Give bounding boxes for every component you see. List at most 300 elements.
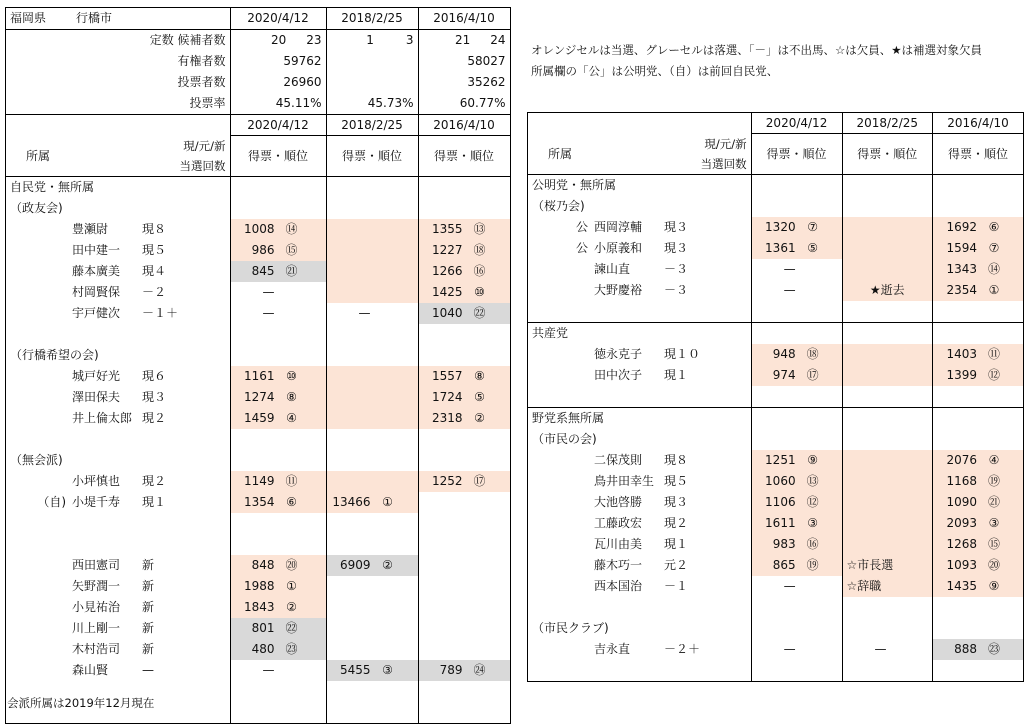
group-row: [6, 450, 511, 471]
rank-mark: ⑳: [285, 557, 298, 572]
candidate-row: [6, 576, 511, 597]
result-cell: [751, 217, 842, 238]
vote-count: 1724: [431, 389, 463, 404]
result-cell: [842, 450, 932, 471]
candidate-row: [6, 555, 511, 576]
stats-value: [418, 30, 510, 52]
candidate-name: 諫山直: [594, 261, 631, 276]
vote-count: 2093: [946, 515, 978, 530]
result-cell: [933, 492, 1024, 513]
candidate-name-cell: [528, 217, 659, 238]
stats-date-2020: 2020/4/12: [230, 8, 326, 30]
result-cell: [326, 303, 418, 324]
city-label: 行橋市: [76, 11, 113, 25]
rank-mark: ①: [286, 578, 297, 593]
history-header-line2: 当選回数: [700, 156, 747, 171]
rank-mark: ⑭: [988, 261, 1001, 276]
result-cell: [326, 471, 418, 492]
rank-mark: ⑭: [285, 221, 298, 236]
result-cell: [418, 282, 510, 303]
candidate-row: [6, 303, 511, 324]
result-cell: [418, 303, 510, 324]
candidate-name: 吉永直: [594, 641, 631, 656]
group-row: [528, 174, 1024, 196]
candidate-row: [528, 576, 1024, 597]
candidate-row: [6, 597, 511, 618]
group-label: （政友会): [10, 200, 63, 215]
result-cell: [230, 240, 326, 261]
candidate-history: 現２: [142, 473, 167, 488]
result-cell: [418, 240, 510, 261]
rank-mark: ③: [988, 515, 1000, 530]
header-date: 2018/2/25: [842, 113, 932, 134]
candidate-name-cell: [6, 639, 137, 660]
candidate-name: 西岡淳輔: [594, 219, 643, 234]
footnote: 会派所属は2019年12月現在: [7, 696, 155, 710]
stats-value: 60.77%: [418, 93, 510, 115]
rank-mark: ④: [286, 410, 297, 425]
group-row: [528, 322, 1024, 344]
result-cell: [418, 492, 510, 513]
result-cell: [326, 576, 418, 597]
candidate-history: 現１０: [664, 346, 701, 361]
result-cell: [326, 639, 418, 660]
rank-mark: ⑳: [988, 557, 1001, 572]
result-cell: [326, 366, 418, 387]
rank-mark: ④: [988, 452, 1000, 467]
candidate-name: 西本国治: [594, 578, 643, 593]
result-cell: [326, 660, 418, 681]
rank-mark: ②: [474, 410, 485, 425]
stats-value: [326, 72, 418, 93]
stats-label: 投票者数: [177, 75, 226, 89]
history-header-line1: 現/元/新: [704, 136, 747, 151]
result-cell: [842, 639, 932, 660]
vote-count: 948: [772, 346, 796, 361]
candidate-name: 藤木巧一: [594, 557, 643, 572]
candidate-name-cell: [528, 238, 659, 259]
stats-value: [230, 30, 326, 52]
party-header: 所属: [528, 134, 659, 175]
rank-mark: ⑯: [806, 536, 819, 551]
result-cell: [418, 618, 510, 639]
header-labels-row: [528, 134, 1024, 175]
header-date: 2016/4/10: [418, 115, 510, 136]
candidate-row: [528, 471, 1024, 492]
vote-count: 2318: [431, 410, 463, 425]
result-cell: [933, 639, 1024, 660]
result-cell: [326, 387, 418, 408]
blank-row: [6, 534, 511, 555]
result-cell: [326, 492, 418, 513]
candidate-row: [6, 618, 511, 639]
result-cell: [842, 217, 932, 238]
result-cell: [418, 408, 510, 429]
candidate-name-cell: [528, 534, 659, 555]
candidate-row: [528, 238, 1024, 259]
result-cell: [230, 303, 326, 324]
candidate-name: 徳永克子: [594, 346, 643, 361]
candidate-row: [528, 259, 1024, 280]
vote-count: 1149: [243, 473, 275, 488]
result-cell: [326, 261, 418, 282]
candidate-name-cell: [6, 492, 137, 513]
vote-count: 6909: [339, 557, 371, 572]
candidate-name-cell: [6, 408, 137, 429]
blank-row: [6, 429, 511, 450]
group-label: （市民の会): [532, 431, 597, 446]
not-running-mark: —: [783, 578, 796, 593]
vote-count: 1403: [946, 346, 978, 361]
history-header-line2: 当選回数: [179, 158, 226, 173]
candidate-history: 現５: [664, 473, 689, 488]
rank-mark: ⑰: [806, 367, 819, 382]
stats-label: 投票率: [6, 93, 231, 115]
candidate-name-cell: [6, 366, 137, 387]
result-cell: [842, 344, 932, 365]
rank-mark: ②: [286, 599, 297, 614]
result-cell: [230, 639, 326, 660]
candidate-name-cell: [528, 471, 659, 492]
candidate-name-cell: [6, 303, 137, 324]
vote-count: 1692: [946, 219, 978, 234]
vote-count: 1354: [243, 494, 275, 509]
result-cell: [751, 576, 842, 597]
vote-count: 1425: [431, 284, 463, 299]
stats-value: 45.11%: [230, 93, 326, 115]
candidate-row: [6, 282, 511, 303]
candidate-history: 現３: [664, 219, 689, 234]
group-row: [528, 407, 1024, 429]
result-cell: [842, 259, 932, 280]
result-cell: [842, 513, 932, 534]
group-row: [6, 198, 511, 219]
candidate-row: [528, 492, 1024, 513]
candidate-name-cell: [528, 450, 659, 471]
vote-count: 1435: [946, 578, 978, 593]
vote-count: 1040: [431, 305, 463, 320]
rank-mark: ⑮: [988, 536, 1001, 551]
stats-value: [326, 51, 418, 72]
rank-mark: ②: [382, 557, 393, 572]
rank-mark: ㉔: [473, 662, 486, 677]
vote-count: 1090: [946, 494, 978, 509]
result-cell: [933, 238, 1024, 259]
group-label: （行橋希望の会): [10, 347, 99, 362]
candidate-row: [528, 344, 1024, 365]
rank-mark: ⑤: [807, 240, 818, 255]
result-cell: [751, 471, 842, 492]
candidate-name: 田中建一: [72, 242, 121, 257]
candidate-name-cell: [6, 660, 137, 681]
rank-mark: ①: [382, 494, 393, 509]
result-cell: [326, 240, 418, 261]
candidate-history: 元２: [664, 557, 689, 572]
candidate-history: 新: [142, 599, 155, 614]
candidate-history: 現５: [142, 242, 167, 257]
candidate-history: 現４: [142, 263, 167, 278]
result-cell: [842, 576, 932, 597]
result-cell: [933, 534, 1024, 555]
right-results-table: [527, 112, 1024, 682]
group-label: （市民クラブ): [532, 620, 609, 635]
result-cell: [230, 408, 326, 429]
rank-mark: ③: [382, 662, 393, 677]
candidate-row: [6, 261, 511, 282]
header-date: 2016/4/10: [933, 113, 1024, 134]
rank-mark: ⑪: [988, 346, 1001, 361]
rank-mark: ⑲: [806, 557, 819, 572]
result-cell: [933, 259, 1024, 280]
candidate-history: —: [142, 662, 155, 677]
group-label: （桜乃会): [532, 198, 585, 213]
not-running-mark: —: [783, 282, 796, 297]
seats-value: 21: [454, 33, 471, 47]
result-cell: [418, 471, 510, 492]
result-cell: [230, 366, 326, 387]
rank-mark: ⑪: [285, 473, 298, 488]
votes-rank-header: 得票・順位: [933, 134, 1024, 175]
result-cell: [751, 344, 842, 365]
stats-row: [6, 93, 511, 115]
result-cell: [842, 471, 932, 492]
candidate-name-cell: [528, 555, 659, 576]
header-date: 2018/2/25: [326, 115, 418, 136]
vote-count: 974: [772, 367, 796, 382]
stats-row: [6, 30, 511, 52]
result-cell: [751, 639, 842, 660]
candidate-row: [528, 450, 1024, 471]
vote-count: 1459: [243, 410, 275, 425]
result-cell: [326, 555, 418, 576]
votes-rank-header: 得票・順位: [230, 136, 326, 177]
candidate-row: [6, 366, 511, 387]
candidate-name: 小坪慎也: [72, 473, 121, 488]
rank-mark: ⑩: [474, 284, 485, 299]
vote-count: 801: [251, 620, 275, 635]
result-cell: [933, 450, 1024, 471]
candidate-name: 大池啓勝: [594, 494, 643, 509]
header-labels-row: [6, 136, 511, 177]
result-cell: [418, 387, 510, 408]
header-date: 2020/4/12: [751, 113, 842, 134]
candidate-history: －３: [664, 282, 689, 297]
result-cell: [418, 660, 510, 681]
rank-mark: ㉓: [285, 641, 298, 656]
result-cell: [751, 555, 842, 576]
result-cell: [933, 471, 1024, 492]
candidate-name-cell: [6, 576, 137, 597]
candidate-name-cell: [528, 492, 659, 513]
not-running-mark: —: [783, 261, 796, 276]
vote-count: 1060: [765, 473, 796, 488]
history-header-line1: 現/元/新: [183, 138, 226, 153]
group-row: [6, 176, 511, 198]
result-cell: [418, 555, 510, 576]
candidate-name-cell: [6, 555, 137, 576]
rank-mark: ⑩: [286, 368, 297, 383]
candidate-name-cell: [6, 282, 137, 303]
result-note: ★逝去: [869, 282, 905, 297]
group-label: 自民党・無所属: [10, 179, 95, 194]
result-cell: [751, 534, 842, 555]
candidate-name: 田中次子: [594, 367, 643, 382]
affiliation-prefix: 公: [575, 219, 588, 234]
candidates-value: 24: [490, 33, 506, 47]
candidate-row: [528, 639, 1024, 660]
candidate-name-cell: [6, 387, 137, 408]
candidate-history: 現１: [664, 536, 689, 551]
stats-value: 35262: [418, 72, 510, 93]
candidate-history: 現１: [664, 367, 689, 382]
candidate-name: 村岡賢保: [72, 284, 121, 299]
candidate-name-cell: [528, 280, 659, 301]
votes-rank-header: 得票・順位: [326, 136, 418, 177]
candidate-name: 川上剛一: [72, 620, 121, 635]
vote-count: 848: [251, 557, 275, 572]
candidate-row: [6, 492, 511, 513]
vote-count: 1093: [946, 557, 978, 572]
result-cell: [842, 238, 932, 259]
candidate-name-cell: [528, 259, 659, 280]
candidate-history: 現３: [664, 494, 689, 509]
rank-mark: ㉑: [285, 263, 298, 278]
vote-count: 986: [251, 242, 275, 257]
vote-count: 2354: [946, 282, 978, 297]
rank-mark: ⑦: [807, 219, 818, 234]
candidate-history: 新: [142, 578, 155, 593]
candidate-history: 現２: [664, 515, 689, 530]
candidate-name: 藤本廣美: [72, 263, 121, 278]
candidate-row: [528, 534, 1024, 555]
result-cell: [842, 365, 932, 386]
result-cell: [326, 618, 418, 639]
candidate-history: －１＋: [142, 305, 179, 320]
rank-mark: ⑬: [806, 473, 819, 488]
result-cell: [230, 261, 326, 282]
rank-mark: ㉓: [988, 641, 1001, 656]
vote-count: 1343: [946, 261, 978, 276]
stats-label: 定数 候補者数: [149, 33, 226, 47]
vote-count: 480: [251, 641, 275, 656]
rank-mark: ⑱: [473, 242, 486, 257]
result-cell: [418, 219, 510, 240]
result-cell: [933, 555, 1024, 576]
candidate-name: 西田憲司: [72, 557, 121, 572]
vote-count: 1168: [946, 473, 978, 488]
candidate-name-cell: [6, 261, 137, 282]
candidate-history: 新: [142, 641, 155, 656]
candidate-name-cell: [528, 344, 659, 365]
stats-value: 58027: [418, 51, 510, 72]
result-cell: [230, 660, 326, 681]
vote-count: 1266: [431, 263, 463, 278]
not-running-mark: —: [262, 305, 275, 320]
rank-mark: ㉑: [988, 494, 1001, 509]
rank-mark: ⑬: [473, 221, 486, 236]
candidate-row: [528, 513, 1024, 534]
candidate-row: [528, 365, 1024, 386]
candidate-row: [6, 471, 511, 492]
rank-mark: ⑰: [473, 473, 486, 488]
vote-count: 865: [772, 557, 796, 572]
affiliation-prefix: 公: [575, 240, 588, 255]
seats-value: 20: [270, 33, 287, 47]
vote-count: 5455: [339, 662, 371, 677]
candidate-history: 現８: [664, 452, 689, 467]
rank-mark: ③: [807, 515, 818, 530]
vote-count: 1988: [243, 578, 275, 593]
result-cell: [418, 576, 510, 597]
vote-count: 1320: [765, 219, 796, 234]
candidates-value: 23: [306, 33, 322, 47]
result-note: ☆辞職: [846, 578, 882, 593]
stats-row: [6, 51, 511, 72]
prefecture-label: 福岡県: [10, 11, 47, 25]
vote-count: 789: [439, 662, 463, 677]
vote-count: 1399: [946, 367, 978, 382]
candidate-history: －３: [664, 261, 689, 276]
blank-row: [528, 301, 1024, 323]
result-cell: [933, 365, 1024, 386]
candidate-name: 瓦川由美: [594, 536, 643, 551]
seats-value: 1: [366, 33, 374, 47]
rank-mark: ⑮: [285, 242, 298, 257]
stats-label: 有権者数: [177, 54, 226, 68]
result-cell: [230, 618, 326, 639]
candidate-name: 大野慶裕: [594, 282, 643, 297]
result-cell: [230, 471, 326, 492]
candidate-history: －１: [664, 578, 689, 593]
group-row: [528, 618, 1024, 639]
candidate-name-cell: [6, 240, 137, 261]
result-cell: [842, 280, 932, 301]
candidate-name: 木村浩司: [72, 641, 121, 656]
blank-row: [6, 324, 511, 345]
rank-mark: ㉒: [285, 620, 298, 635]
rank-mark: ⑨: [988, 578, 1000, 593]
candidate-name: 矢野潤一: [72, 578, 121, 593]
vote-count: 1227: [431, 242, 463, 257]
party-header: 所属: [6, 136, 137, 177]
vote-count: 983: [772, 536, 796, 551]
candidate-row: [6, 387, 511, 408]
result-cell: [230, 576, 326, 597]
candidate-name: 森山賢: [72, 662, 109, 677]
rank-mark: ⑧: [474, 368, 485, 383]
result-cell: [418, 261, 510, 282]
blank-row: [6, 513, 511, 534]
stats-value: 26960: [230, 72, 326, 93]
candidate-name: 小原義和: [594, 240, 643, 255]
candidate-row: [528, 280, 1024, 301]
candidate-row: [6, 240, 511, 261]
votes-rank-header: 得票・順位: [751, 134, 842, 175]
candidate-name-cell: [6, 618, 137, 639]
blank-row: [528, 597, 1024, 618]
votes-rank-header: 得票・順位: [418, 136, 510, 177]
header-dates-row: [528, 113, 1024, 134]
vote-count: 1008: [243, 221, 275, 236]
result-cell: [933, 344, 1024, 365]
candidate-name-cell: [528, 365, 659, 386]
vote-count: 1161: [243, 368, 275, 383]
result-cell: [751, 238, 842, 259]
result-cell: [842, 492, 932, 513]
vote-count: 13466: [332, 494, 371, 509]
stats-date-2018: 2018/2/25: [326, 8, 418, 30]
affiliation-prefix: （自): [37, 494, 66, 509]
